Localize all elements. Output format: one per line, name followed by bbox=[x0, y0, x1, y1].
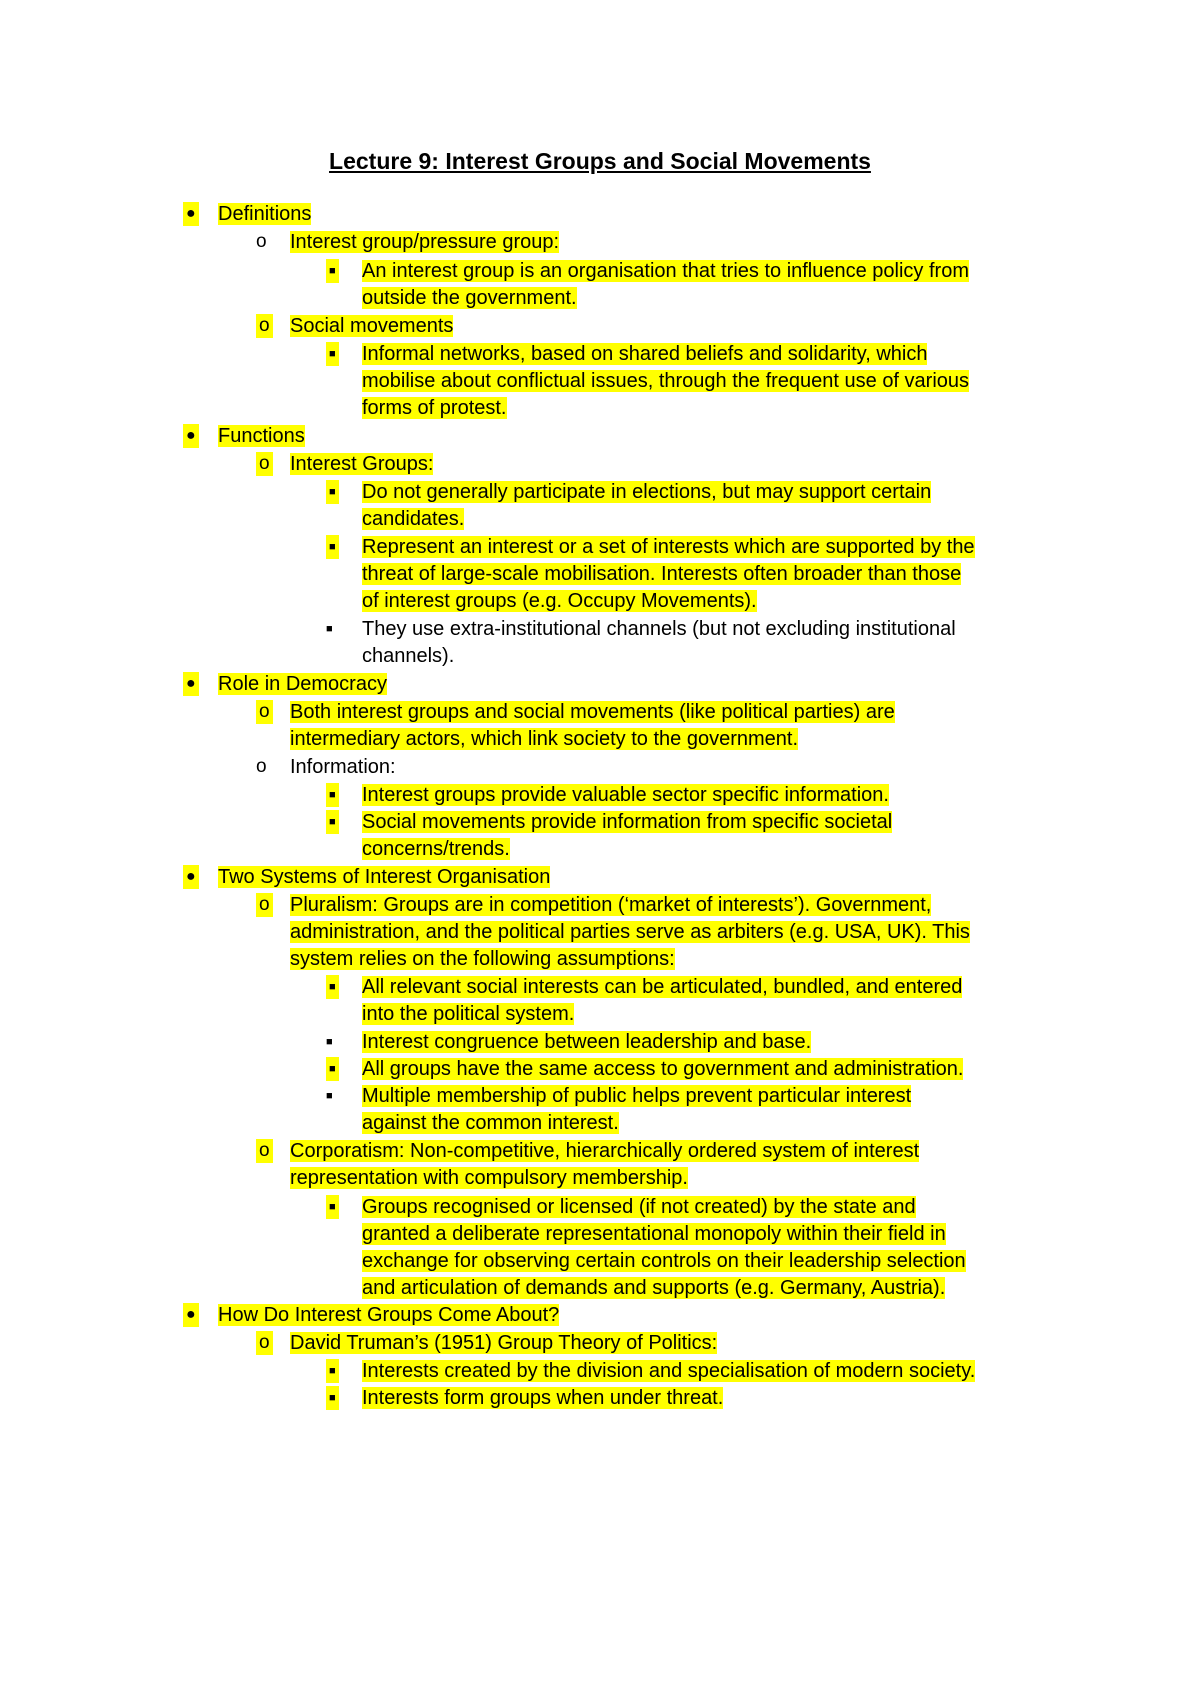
heading-definitions: Definitions bbox=[218, 203, 312, 225]
bullet-level3: ■ bbox=[326, 480, 339, 504]
bullet-level3: ■ bbox=[326, 342, 339, 366]
text-line: candidates. bbox=[362, 508, 465, 530]
bullet-level1: ● bbox=[183, 202, 199, 226]
text-line: forms of protest. bbox=[362, 397, 507, 419]
text-line: intermediary actors, which link society to the government. bbox=[290, 728, 798, 750]
bullet-level1: ● bbox=[183, 672, 199, 696]
item-social-movements-definition: Social movements bbox=[290, 315, 454, 337]
lecture-title: Lecture 9: Interest Groups and Social Movements bbox=[329, 148, 871, 174]
text-line: Represent an interest or a set of interests which are supported by the bbox=[362, 536, 975, 558]
text-line: Interests created by the division and specialisation of modern society. bbox=[362, 1360, 976, 1382]
bullet-level3: ■ bbox=[326, 535, 339, 559]
text-line: into the political system. bbox=[362, 1003, 575, 1025]
bullet-level2: o bbox=[256, 452, 273, 476]
bullet-level3: ■ bbox=[326, 810, 339, 834]
bullet-level3: ■ bbox=[326, 1359, 339, 1383]
text-line: Do not generally participate in elections, but may support certain bbox=[362, 481, 932, 503]
text-line: granted a deliberate representational monopoly within their field in bbox=[362, 1223, 946, 1245]
bullet-level2: o bbox=[256, 893, 273, 917]
bullet-level3: ■ bbox=[326, 783, 339, 807]
item-interest-group-definition: Interest group/pressure group: bbox=[290, 231, 560, 253]
bullet-level3: ■ bbox=[326, 1036, 333, 1048]
bullet-level2: o bbox=[256, 700, 273, 724]
text-line: threat of large-scale mobilisation. Interests often broader than those bbox=[362, 563, 962, 585]
text-line: exchange for observing certain controls on their leadership selection bbox=[362, 1250, 966, 1272]
bullet-level3: ■ bbox=[326, 1195, 339, 1219]
text-line: All groups have the same access to government and administration. bbox=[362, 1058, 964, 1080]
bullet-level2: o bbox=[256, 314, 273, 338]
bullet-level3: ■ bbox=[326, 1090, 333, 1102]
bullet-level2: o bbox=[256, 231, 267, 252]
text-line: Informal networks, based on shared beliefs and solidarity, which bbox=[362, 343, 928, 365]
text-line: channels). bbox=[362, 645, 455, 667]
text-line: Pluralism: Groups are in competition (‘market of interests’). Government, bbox=[290, 894, 932, 916]
bullet-level2: o bbox=[256, 756, 267, 777]
text-line: Interest groups provide valuable sector specific information. bbox=[362, 784, 889, 806]
heading-how-do-interest-groups: How Do Interest Groups Come About? bbox=[218, 1304, 560, 1326]
text-line: Interest congruence between leadership and base. bbox=[362, 1031, 812, 1053]
item-information: Information: bbox=[290, 756, 396, 778]
bullet-level2: o bbox=[256, 1139, 273, 1163]
text-line: An interest group is an organisation that tries to influence policy from bbox=[362, 260, 969, 282]
text-line: administration, and the political parties serve as arbiters (e.g. USA, UK). This bbox=[290, 921, 970, 943]
text-line: Interests form groups when under threat. bbox=[362, 1387, 724, 1409]
text-line: They use extra-institutional channels (but not excluding institutional bbox=[362, 618, 956, 640]
text-line: concerns/trends. bbox=[362, 838, 510, 860]
text-line: Corporatism: Non-competitive, hierarchically ordered system of interest bbox=[290, 1140, 920, 1162]
text-line: representation with compulsory membership. bbox=[290, 1167, 688, 1189]
text-line: Social movements provide information from specific societal bbox=[362, 811, 893, 833]
text-line: against the common interest. bbox=[362, 1112, 619, 1134]
text-line: Both interest groups and social movements (like political parties) are bbox=[290, 701, 895, 723]
text-line: All relevant social interests can be articulated, bundled, and entered bbox=[362, 976, 963, 998]
text-line: of interest groups (e.g. Occupy Movements). bbox=[362, 590, 757, 612]
text-line: outside the government. bbox=[362, 287, 577, 309]
bullet-level1: ● bbox=[183, 1303, 199, 1327]
bullet-level3: ■ bbox=[326, 975, 339, 999]
text-line: Groups recognised or licensed (if not created) by the state and bbox=[362, 1196, 916, 1218]
bullet-level3: ■ bbox=[326, 1386, 339, 1410]
text-line: Multiple membership of public helps prevent particular interest bbox=[362, 1085, 912, 1107]
bullet-level2: o bbox=[256, 1331, 273, 1355]
bullet-level1: ● bbox=[183, 865, 199, 889]
heading-role-in-democracy: Role in Democracy bbox=[218, 673, 387, 695]
text-line: and articulation of demands and supports (e.g. Germany, Austria). bbox=[362, 1277, 946, 1299]
text-line: system relies on the following assumptions: bbox=[290, 948, 675, 970]
text-line: mobilise about conflictual issues, through the frequent use of various bbox=[362, 370, 970, 392]
heading-functions: Functions bbox=[218, 425, 305, 447]
heading-two-systems: Two Systems of Interest Organisation bbox=[218, 866, 551, 888]
bullet-level3: ■ bbox=[326, 623, 333, 635]
bullet-level3: ■ bbox=[326, 1057, 339, 1081]
text-line: David Truman’s (1951) Group Theory of Politics: bbox=[290, 1332, 718, 1354]
bullet-level1: ● bbox=[183, 424, 199, 448]
item-interest-groups-functions: Interest Groups: bbox=[290, 453, 434, 475]
bullet-level3: ■ bbox=[326, 259, 339, 283]
